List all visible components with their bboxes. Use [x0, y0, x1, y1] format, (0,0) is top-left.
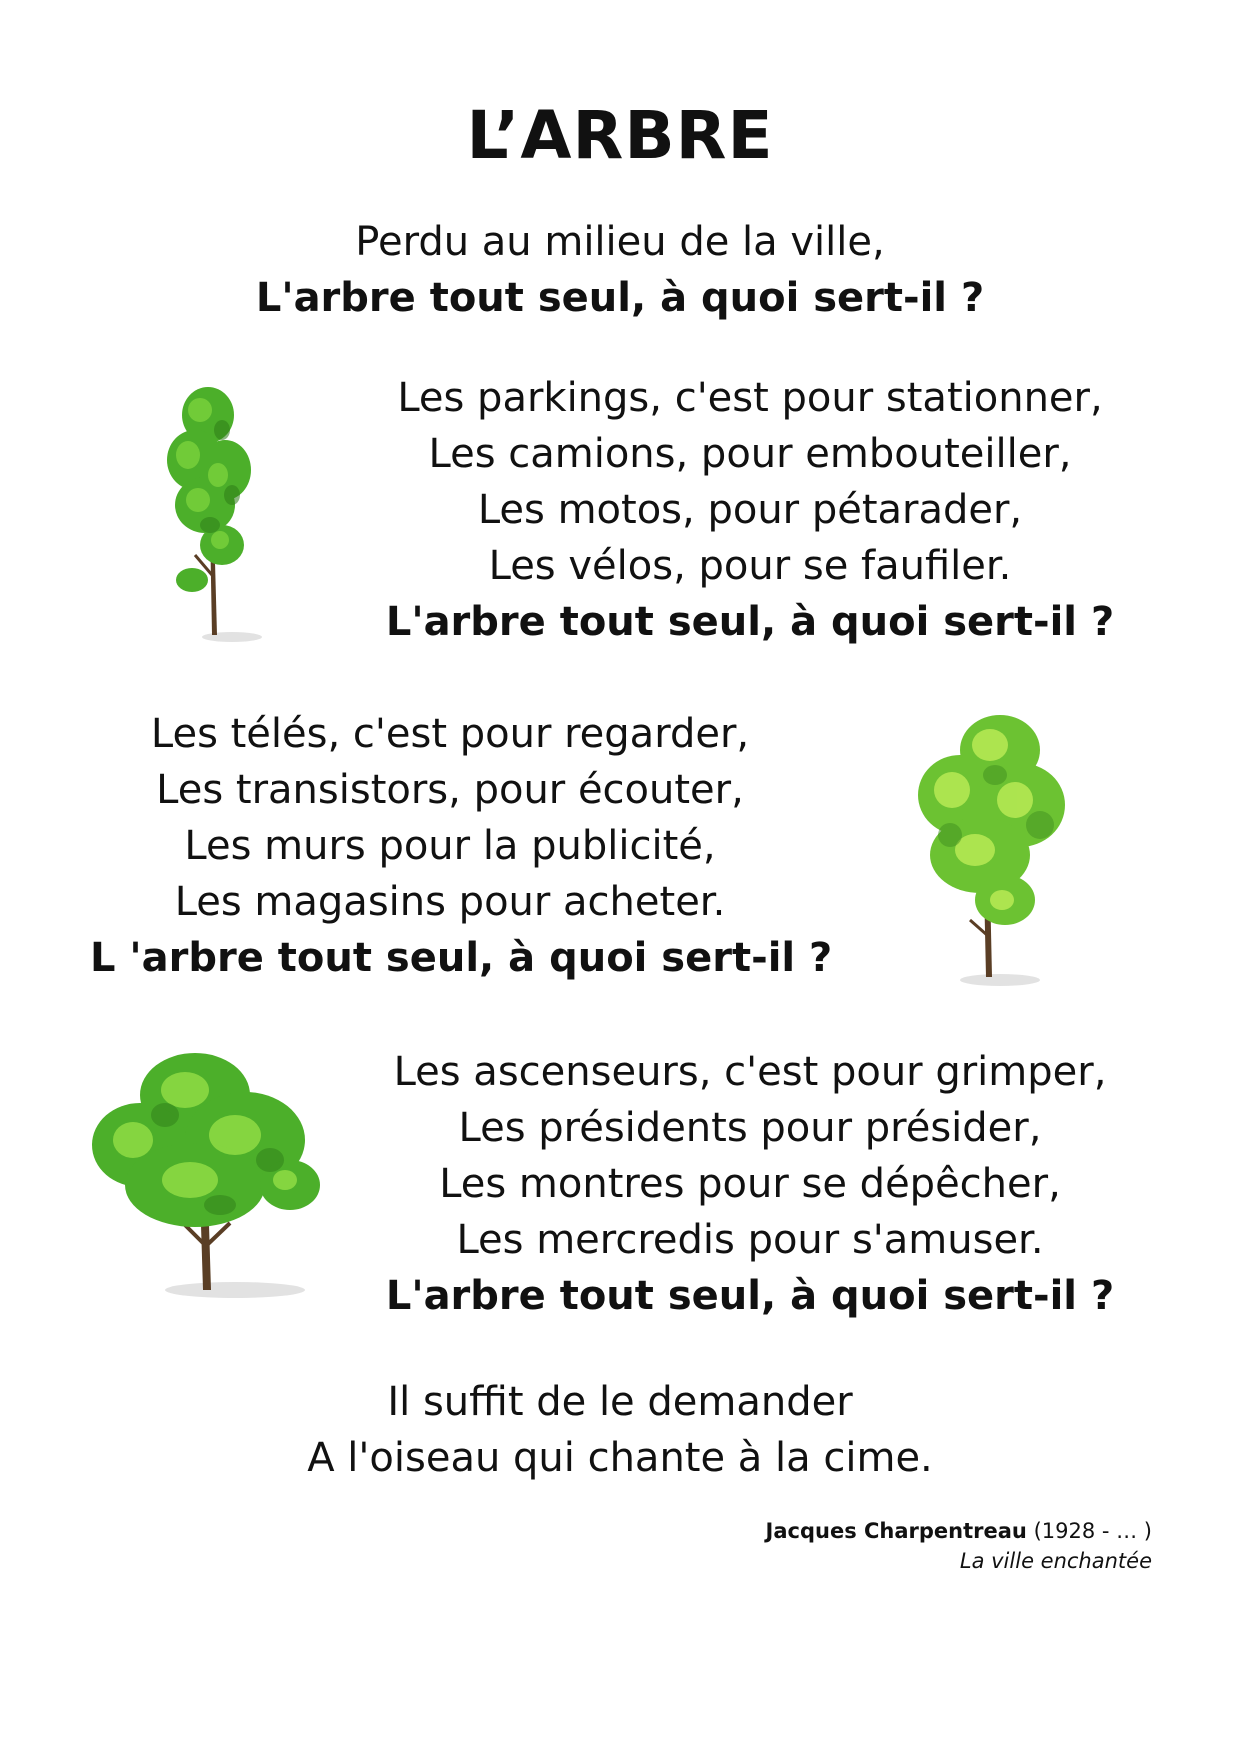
- poem-refrain: L'arbre tout seul, à quoi sert-il ?: [385, 1273, 1115, 1319]
- tree-icon: [150, 375, 290, 645]
- stanza-2: [90, 706, 833, 986]
- poem-line: Les mercredis pour s'amuser.: [456, 1217, 1044, 1263]
- poem-line: Les télés, c'est pour regarder,: [150, 711, 750, 757]
- poem-line: Les motos, pour pétarader,: [477, 487, 1023, 533]
- stanza-ending: [220, 1374, 1020, 1486]
- stanza-intro: [0, 214, 1240, 326]
- poem-line: A l'oiseau qui chante à la cime.: [307, 1435, 933, 1481]
- author-name: Jacques Charpentreau: [765, 1519, 1027, 1543]
- poem-refrain: L 'arbre tout seul, à quoi sert-il ?: [90, 935, 833, 981]
- poem-line: Les camions, pour embouteiller,: [428, 431, 1072, 477]
- poem-line: Les murs pour la publicité,: [184, 823, 716, 869]
- tree-icon: [85, 1045, 335, 1300]
- page-title: L’ARBRE: [466, 97, 774, 174]
- author-dates: (1928 - … ): [1033, 1519, 1152, 1543]
- poem-line: Les montres pour se dépêcher,: [439, 1161, 1061, 1207]
- poem-line: Les ascenseurs, c'est pour grimper,: [393, 1049, 1107, 1095]
- poem-line: Il suffit de le demander: [387, 1379, 853, 1425]
- poem-line: Les vélos, pour se faufiler.: [488, 543, 1012, 589]
- poem-line: Les parkings, c'est pour stationner,: [397, 375, 1103, 421]
- book-title: La ville enchantée: [959, 1549, 1152, 1573]
- poem-refrain: L'arbre tout seul, à quoi sert-il ?: [255, 275, 985, 321]
- stanza-3: [360, 1044, 1140, 1324]
- tree-icon: [890, 705, 1090, 990]
- poem-line: Perdu au milieu de la ville,: [355, 219, 885, 265]
- poem-line: Les présidents pour présider,: [458, 1105, 1042, 1151]
- poem-line: Les transistors, pour écouter,: [156, 767, 744, 813]
- stanza-1: [370, 370, 1130, 650]
- poem-line: Les magasins pour acheter.: [174, 879, 726, 925]
- credit: [766, 1516, 1152, 1576]
- poem-refrain: L'arbre tout seul, à quoi sert-il ?: [385, 599, 1115, 645]
